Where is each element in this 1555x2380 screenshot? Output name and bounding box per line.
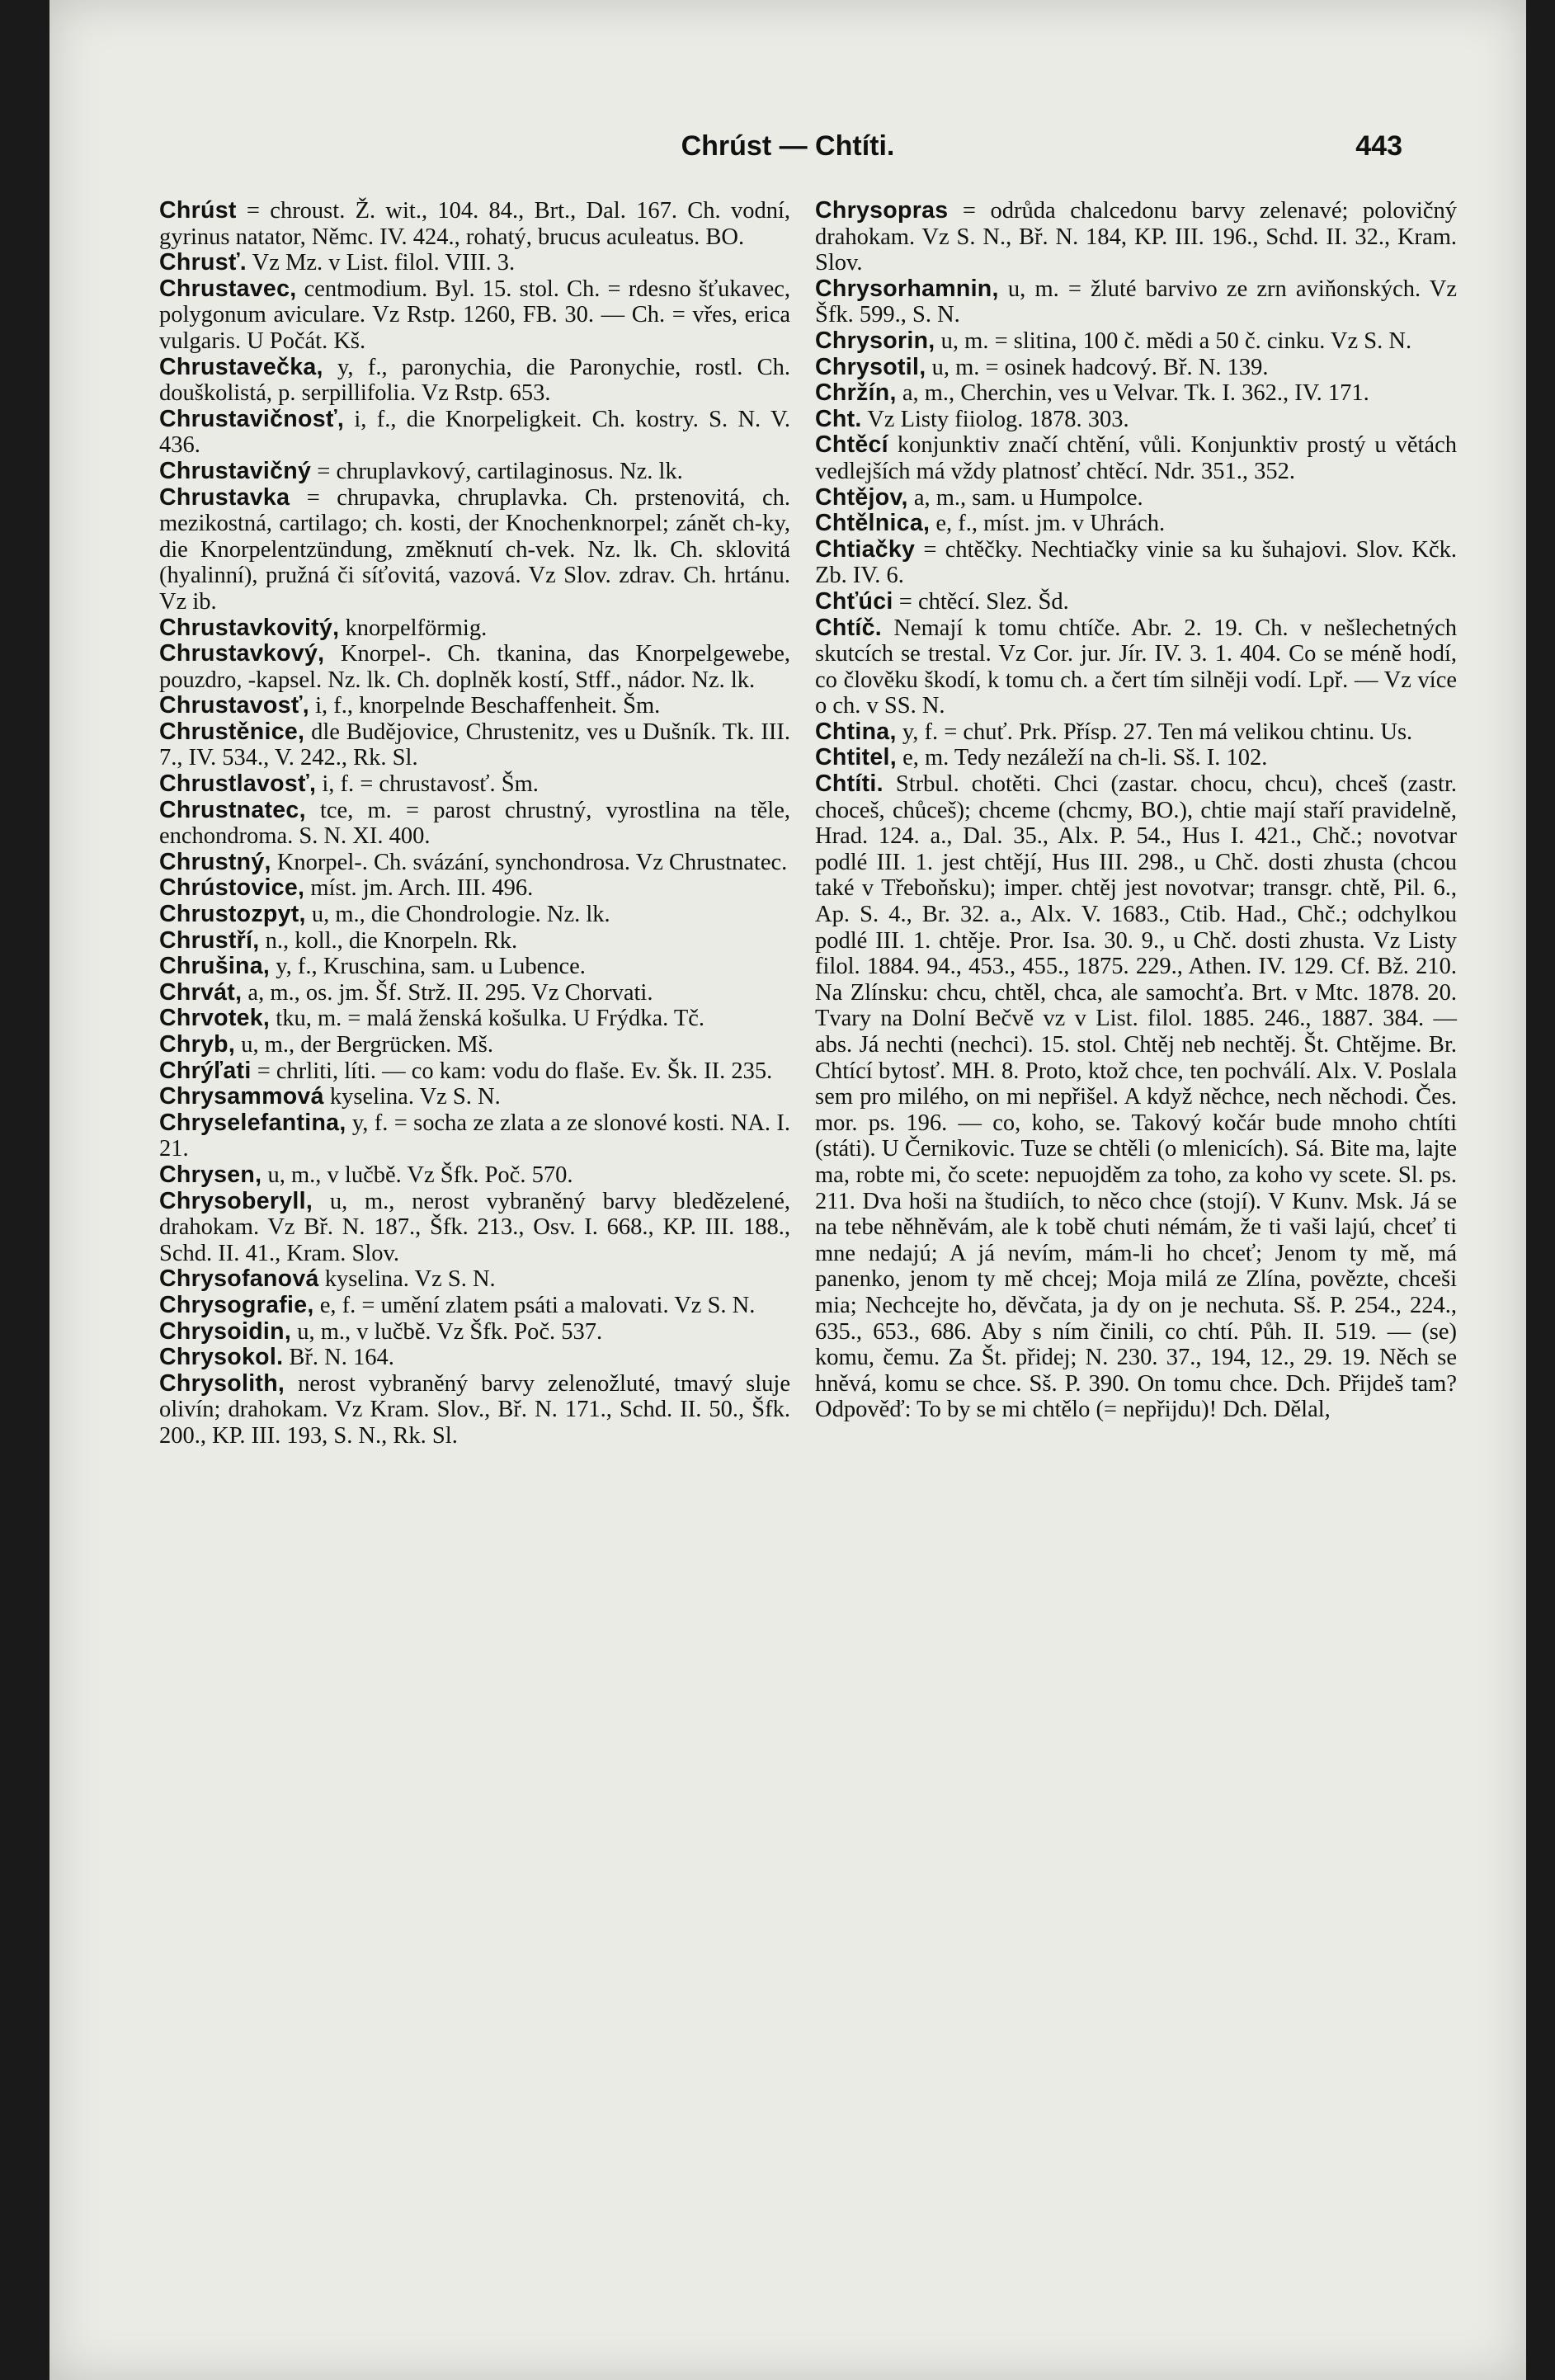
entry-headword: Chrustavosť, [159, 692, 309, 719]
entry-headword: Chrysopras [815, 197, 949, 224]
dictionary-entry [159, 355, 790, 407]
entry-definition: n., koll., die Knorpeln. Rk. [259, 927, 518, 954]
entry-headword: Chrustný, [159, 848, 271, 875]
dictionary-entry [159, 407, 790, 459]
entry-headword: Chrusť. [159, 249, 247, 276]
entry-headword: Chrysorin, [815, 327, 935, 354]
entry-headword: Chrušina, [159, 953, 271, 980]
entry-definition: centmodium. Byl. 15. stol. Ch. = rdesno šťukavec, polygonum aviculare. Vz Rstp. 1260, FB. 30. — Ch. = vřes, erica vulgaris. U Počát. Kš. [159, 276, 790, 354]
dictionary-entry [159, 1319, 790, 1346]
dictionary-entry [159, 1032, 790, 1058]
dictionary-entry [159, 693, 790, 719]
entry-definition: u, m. = žluté barvivo ze zrn aviňonských. Vz Šfk. 599., S. N. [815, 276, 1457, 328]
running-head: Chrúst — Chtíti. [681, 130, 895, 162]
dictionary-entry [815, 719, 1457, 746]
entry-definition: u, m., die Chondrologie. Nz. lk. [305, 902, 610, 928]
dictionary-entry [159, 1266, 790, 1293]
dictionary-entry [159, 771, 790, 798]
dictionary-entry [159, 1162, 790, 1189]
dictionary-entry [159, 615, 790, 642]
dictionary-entry [159, 875, 790, 902]
dictionary-entry [815, 745, 1457, 771]
left-column [159, 198, 790, 1449]
entry-definition: a, m., Cherchin, ves u Velvar. Tk. I. 362., IV. 171. [896, 380, 1369, 407]
entry-headword: Chrysoberyll, [159, 1187, 313, 1214]
dictionary-entry [815, 276, 1457, 328]
entry-headword: Chrústovice, [159, 874, 305, 902]
entry-definition: e, m. Tedy nezáleží na ch-li. Sš. I. 102. [896, 745, 1268, 771]
dictionary-entry [815, 511, 1457, 537]
entry-definition: y, f., Kruschina, sam. u Lubence. [270, 954, 586, 980]
entry-headword: Chtiačky [815, 535, 916, 563]
entry-definition: i, f., knorpelnde Beschaffenheit. Šm. [309, 693, 661, 719]
entry-headword: Chrustavkový, [159, 640, 325, 667]
entry-definition: = chroust. Ž. wit., 104. 84., Brt., Dal. 167. Ch. vodní, gyrinus natator, Němc. IV. 424., rohatý, brucus aculeatus. BO. [159, 198, 790, 250]
entry-definition: u, m., v lučbě. Vz Šfk. Poč. 570. [262, 1162, 573, 1188]
entry-headword: Chrustavečka, [159, 353, 323, 380]
dictionary-entry [159, 850, 790, 876]
entry-headword: Chtina, [815, 718, 897, 745]
entry-definition: e, f. = umění zlatem psáti a malovati. Vz S. N. [313, 1292, 756, 1318]
entry-definition: kyselina. Vz S. N. [318, 1266, 496, 1293]
entry-definition: a, m., os. jm. Šf. Strž. II. 295. Vz Chorvati. [242, 979, 653, 1006]
entry-headword: Chrustavičný [159, 457, 312, 484]
entry-definition: = chrliti, líti. — co kam: vodu do flaše. Ev. Šk. II. 235. [251, 1058, 773, 1084]
page-header [49, 124, 1526, 173]
entry-headword: Chrysotil, [815, 353, 926, 380]
entry-headword: Chrustěnice, [159, 718, 305, 745]
dictionary-entry [159, 1293, 790, 1319]
entry-headword: Chtěcí [815, 431, 888, 459]
dictionary-entry [815, 355, 1457, 381]
dictionary-entry [159, 1006, 790, 1032]
entry-headword: Chrúst [159, 197, 237, 224]
entry-headword: Chrustozpyt, [159, 901, 306, 928]
dictionary-entry [159, 954, 790, 980]
dictionary-entry [159, 250, 790, 276]
entry-definition: kyselina. Vz S. N. [323, 1084, 501, 1110]
entry-definition: konjunktiv značí chtění, vůli. Konjunktiv prostý u větách vedlejších má vždy platnosť chtěcí. Ndr. 351., 352. [815, 432, 1457, 484]
entry-definition: knorpelförmig. [339, 615, 488, 641]
entry-definition: = chrupavka, chruplavka. Ch. prstenovitá, ch. mezikostná, cartilago; ch. kosti, der Knochenknorpel; zánět ch-ky, die Knorpelentzündung, změknutí ch-vek. Nz. lk. Ch. sklovitá (hyalinní), pružná či síťovitá, vazová. Vz Slov. zdrav. Ch. hrtánu. Vz ib. [159, 484, 790, 615]
entry-definition: y, f. = socha ze zlata a ze slonové kosti. NA. I. 21. [159, 1110, 790, 1162]
entry-headword: Chrustří, [159, 926, 260, 954]
entry-headword: Chtitel, [815, 744, 897, 771]
dictionary-entry [159, 980, 790, 1006]
page-number: 443 [1355, 130, 1402, 162]
dictionary-entry [159, 485, 790, 615]
dictionary-entry [159, 1058, 790, 1085]
dictionary-entry [159, 1110, 790, 1162]
entry-headword: Chtělnica, [815, 510, 931, 537]
dictionary-entry [159, 719, 790, 771]
entry-definition: = odrůda chalcedonu barvy zelenavé; polovičný drahokam. Vz S. N., Bř. N. 184, KP. III. 196., Schd. II. 32., Kram. Slov. [815, 198, 1457, 276]
dictionary-entry [815, 407, 1457, 433]
dictionary-entry [159, 1345, 790, 1371]
entry-headword: Chryb, [159, 1031, 236, 1058]
entry-headword: Chrustnatec, [159, 796, 306, 823]
entry-definition: Knorpel-. Ch. tkanina, das Knorpelgewebe, pouzdro, -kapsel. Nz. lk. Ch. doplněk kostí, Stff., nádor. Nz. lk. [159, 641, 790, 693]
dictionary-page [49, 0, 1526, 2380]
entry-definition: u, m. = osinek hadcový. Bř. N. 139. [926, 354, 1269, 380]
dictionary-entry [815, 537, 1457, 589]
entry-headword: Chrustavka [159, 483, 290, 511]
dictionary-entry [159, 276, 790, 355]
entry-headword: Chtíti. [815, 771, 884, 798]
entry-headword: Chrvotek, [159, 1005, 271, 1032]
entry-definition: u, m., nerost vybraněný barvy bledězelené, drahokam. Vz Bř. N. 187., Šfk. 213., Osv. I. 668., KP. III. 188., Schd. II. 41., Kram. Slov. [159, 1188, 790, 1266]
entry-definition: Bř. N. 164. [283, 1345, 394, 1371]
entry-headword: Chrustavičnosť, [159, 405, 345, 432]
entry-headword: Chťúci [815, 587, 893, 615]
entry-definition: Strbul. chotěti. Chci (zastar. chocu, chcu), chceš (zastr. choceš, chůceš); chceme (chcmy, BO.), chtie mají staří pravidelně, Hrad. 124. a., Dal. 35., Alx. P. 54., Hus I. 421., Chč.; novotvar podlé III. 1. jest chtějí, Hus III. 298., u Chč. dosti zhusta (chcou také v Třeboňsku); imper. chtěj jest novotvar; transgr. chtě, Pil. 6., Ap. S. 4., Br. 32. a., Alx. V. 1683., Ctib. Had., Chč.; odchylkou podlé III. 1. chtěje. Pror. Isa. 30. 9., u Chč. dosti zhusta. Vz Listy filol. 1884. 94., 453., 455., 1875. 229., Athen. IV. 129. Cf. Bž. 210. Na Zlínsku: chcu, chtěl, chca, ale samochťa. Brt. v Mtc. 1878. 20. Tvary na Dolní Bečvě vz v List. filol. 1885. 246., 1887. 384. — abs. Já nechti (nechci). 15. stol. Chtěj neb nechtěj. Št. Chtějme. Br. Chtící bytosť. MH. 8. Proto, ktož chce, ten pochválí. Alx. V. Poslala sem pro milého, on mi nepřišel. A když něchce, nech něchodi. Čes. mor. ps. 196. — co, koho, se. Takový kočár bude mnoho chtíti (státi). U Černikovic. Tuze se chtěli (o mlenicích). Sá. Bite ma, lajte ma, robte mi, čo scete: nepuojděm za toho, za koho vy scete. Sl. ps. 211. Dva hoši na študiích, to něco chce (stojí). V Kunv. Msk. Já se na tebe něhněvám, ale k tobě chuti némám, že ti vaši lajú, chceť ti mne nedajú; A já nevím, mám-li ho chceť; Jenom ty mě, má panenko, jenom ty mě chcej; Moja milá ze Zlína, povězte, chceši mia; Nechcejte ho, děvčata, ja dy on je nechuta. Sš. P. 254., 224., 635., 653., 686. Aby s ním činili, co chtí. Půh. II. 519. — (se) komu, čemu. Za Št. přidej; N. 230. 37., 194, 12., 29. 19. Něch se hněvá, komu se chce. Sš. P. 390. On tomu chce. Dch. Přijdeš tam? Odpověď: To by se mi chtělo (= nepřijdu)! Dch. Dělal, [815, 771, 1457, 1423]
entry-definition: tku, m. = malá ženská košulka. U Frýdka. Tč. [270, 1006, 705, 1032]
dictionary-entry [815, 328, 1457, 355]
entry-definition: u, m., der Bergrücken. Mš. [235, 1032, 493, 1058]
entry-headword: Chrustavkovitý, [159, 614, 340, 641]
dictionary-entry [815, 485, 1457, 511]
entry-headword: Chrýľati [159, 1057, 252, 1084]
entry-definition: = chruplavkový, cartilaginosus. Nz. lk. [311, 458, 683, 484]
entry-definition: míst. jm. Arch. III. 496. [304, 875, 534, 902]
entry-definition: e, f., míst. jm. v Uhrách. [930, 511, 1166, 537]
entry-headword: Chtějov, [815, 483, 908, 511]
entry-definition: u, m. = slitina, 100 č. mědi a 50 č. cinku. Vz S. N. [935, 328, 1412, 354]
entry-definition: i, f. = chrustavosť. Šm. [316, 771, 539, 798]
entry-headword: Chržín, [815, 379, 897, 407]
dictionary-entry [815, 615, 1457, 719]
dictionary-entry [815, 198, 1457, 276]
entry-definition: Vz Mz. v List. filol. VIII. 3. [247, 250, 516, 276]
dictionary-entry [815, 771, 1457, 1423]
entry-headword: Chrustavec, [159, 275, 297, 302]
dictionary-entry [159, 459, 790, 485]
entry-headword: Chrysen, [159, 1161, 262, 1188]
dictionary-entry [815, 589, 1457, 615]
dictionary-entry [159, 928, 790, 954]
dictionary-entry [159, 1084, 790, 1110]
dictionary-entry [159, 641, 790, 693]
entry-definition: Vz Listy fiiolog. 1878. 303. [861, 406, 1129, 432]
dictionary-entry [159, 1189, 790, 1267]
entry-definition: = chtěcí. Slez. Šd. [893, 588, 1069, 615]
entry-headword: Cht. [815, 405, 862, 432]
entry-headword: Chrysoidin, [159, 1317, 292, 1345]
entry-definition: tce, m. = parost chrustný, vyrostlina na těle, enchondroma. S. N. XI. 400. [159, 797, 790, 850]
entry-definition: u, m., v lučbě. Vz Šfk. Poč. 537. [291, 1318, 603, 1345]
entry-headword: Chtíč. [815, 614, 882, 641]
dictionary-entry [159, 798, 790, 850]
entry-definition: i, f., die Knorpeligkeit. Ch. kostry. S. N. V. 436. [159, 406, 790, 459]
entry-definition: y, f., paronychia, die Paronychie, rostl. Ch. douškolistá, p. serpillifolia. Vz Rstp. 653. [159, 354, 790, 407]
entry-definition: y, f. = chuť. Prk. Přísp. 27. Ten má velikou chtinu. Us. [896, 719, 1413, 745]
dictionary-entry [815, 432, 1457, 484]
right-column [815, 198, 1457, 1423]
entry-definition: Knorpel-. Ch. svázání, synchondrosa. Vz Chrustnatec. [271, 849, 788, 875]
entry-definition: a, m., sam. u Humpolce. [907, 484, 1143, 511]
dictionary-entry [159, 198, 790, 250]
dictionary-entry [159, 1371, 790, 1449]
entry-headword: Chrysammová [159, 1083, 324, 1110]
entry-headword: Chrysofanová [159, 1265, 319, 1293]
dictionary-entry [159, 902, 790, 928]
entry-headword: Chrysorhamnin, [815, 275, 999, 302]
entry-headword: Chryselefantina, [159, 1109, 346, 1136]
entry-definition: Nemají k tomu chtíče. Abr. 2. 19. Ch. v nešlechetných skutcích se trestal. Vz Cor. jur. Jír. IV. 3. 1. 404. Co se méně hodí, co člověku škodí, k tomu ch. a čert tím silněji vodí. Lpř. — Vz více o ch. v SS. N. [815, 615, 1457, 719]
entry-definition: = chtěčky. Nechtiačky vinie sa ku šuhajovi. Slov. Kčk. Zb. IV. 6. [815, 536, 1457, 589]
dictionary-entry [815, 380, 1457, 407]
entry-definition: dle Budějovice, Chrustenitz, ves u Dušník. Tk. III. 7., IV. 534., V. 242., Rk. Sl. [159, 719, 790, 771]
entry-headword: Chrvát, [159, 978, 243, 1006]
entry-headword: Chrysografie, [159, 1291, 314, 1318]
entry-headword: Chrustlavosť, [159, 771, 317, 798]
entry-headword: Chrysolith, [159, 1369, 285, 1397]
entry-headword: Chrysokol. [159, 1344, 284, 1371]
entry-definition: nerost vybraněný barvy zelenožluté, tmavý sluje olivín; drahokam. Vz Kram. Slov., Bř. N. 171., Schd. II. 50., Šfk. 200., KP. III. 193, S. N., Rk. Sl. [159, 1370, 790, 1449]
